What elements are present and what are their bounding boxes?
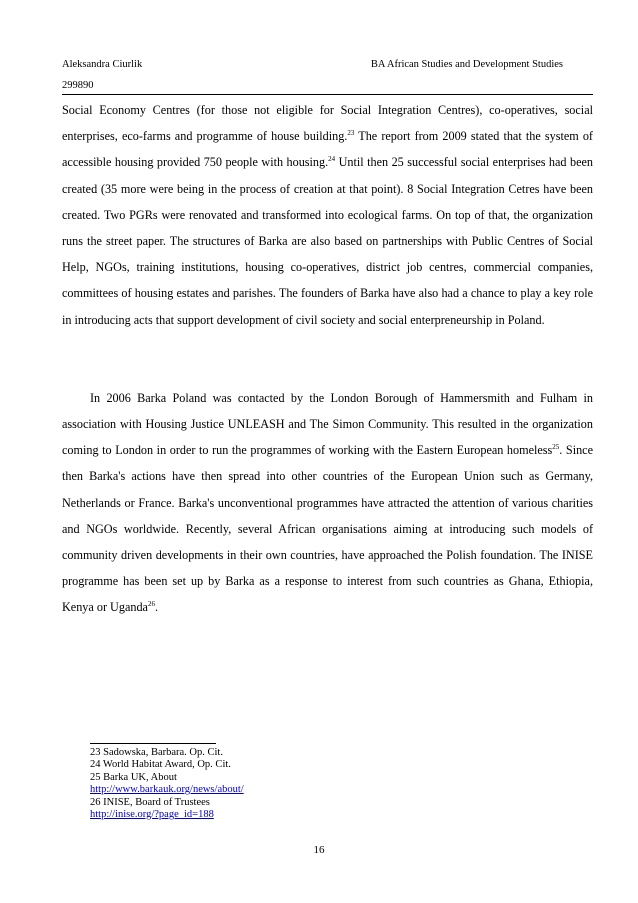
footnote-ref-24[interactable]: 24 [328, 155, 336, 164]
page-number: 16 [313, 844, 325, 856]
footnote-26: 26 INISE, Board of Trustees [90, 796, 210, 808]
header-course: BA African Studies and Development Studies [370, 59, 563, 70]
paragraph-2-text-b: . Since then Barka's actions have then spread into other countries of the European Union such as Germany, Netherlands or France. Barka's unconventional programmes have attracted the attention of various charities and NGOs worldwide. Recently, several African organisations aiming at introducing such models of community driven developments in their own countries, have approached the Polish foundation. The INISE programme has been set up by Barka as a response to interest from such countries as Ghana, Ethiopia, Kenya or Uganda [62, 443, 593, 615]
footnotes [90, 743, 244, 821]
paragraph-1-text-a: Social Economy Centres (for those not eligible for Social Integration Centres), co-operatives, social enterprises, eco-farms and programme of house building. [62, 103, 593, 144]
paragraph-1-text-b: The report from 2009 stated that the system of accessible housing provided 750 people with housing. [62, 129, 593, 170]
paragraph-1 [62, 97, 593, 333]
paragraph-2 [62, 385, 593, 621]
footnote-24: 24 World Habitat Award, Op. Cit. [90, 759, 231, 771]
footnote-26-link-row [90, 809, 244, 821]
footnote-23: 23 Sadowska, Barbara. Op. Cit. [90, 747, 223, 758]
header-student-id: 299890 [62, 80, 593, 95]
footnote-ref-26[interactable]: 26 [147, 600, 155, 609]
footnote-ref-23[interactable]: 23 [347, 129, 355, 138]
footnote-25-link-row [90, 784, 244, 796]
paragraph-2-text-c: . [154, 600, 159, 615]
page-header [62, 58, 593, 95]
paragraph-1-text-c: Until then 25 successful social enterprises had been created (35 more were being in the process of creation at that point). 8 Social Integration Cetres have been created. Two PGRs were renovated and transformed into ecological farms. On top of that, the organization runs the street paper. The structures of Barka are also based on partnerships with Public Centres of Social Help, NGOs, training institutions, housing co-operatives, district job centres, commercial companies, committees of housing estates and parishes. The founders of Barka have also had a chance to play a key role in introducing acts that support development of civil society and social enterpreneurship in Poland. [62, 155, 593, 327]
footnote-25: 25 Barka UK, About [90, 771, 177, 783]
footnote-25-link[interactable]: http://www.barkauk.org/news/about/ [90, 784, 244, 796]
footnote-ref-25[interactable]: 25 [552, 443, 560, 452]
body-text [62, 97, 593, 621]
footnote-26-link[interactable]: http://inise.org/?page_id=188 [90, 809, 214, 821]
header-author: Aleksandra Ciurlik [62, 59, 143, 70]
footnote-separator [90, 743, 216, 744]
paragraph-2-text-a: In 2006 Barka Poland was contacted by the London Borough of Hammersmith and Fulham in association with Housing Justice UNLEASH and The Simon Community. This resulted in the organization coming to London in order to run the programmes of working with the Eastern European homeless [62, 390, 593, 458]
